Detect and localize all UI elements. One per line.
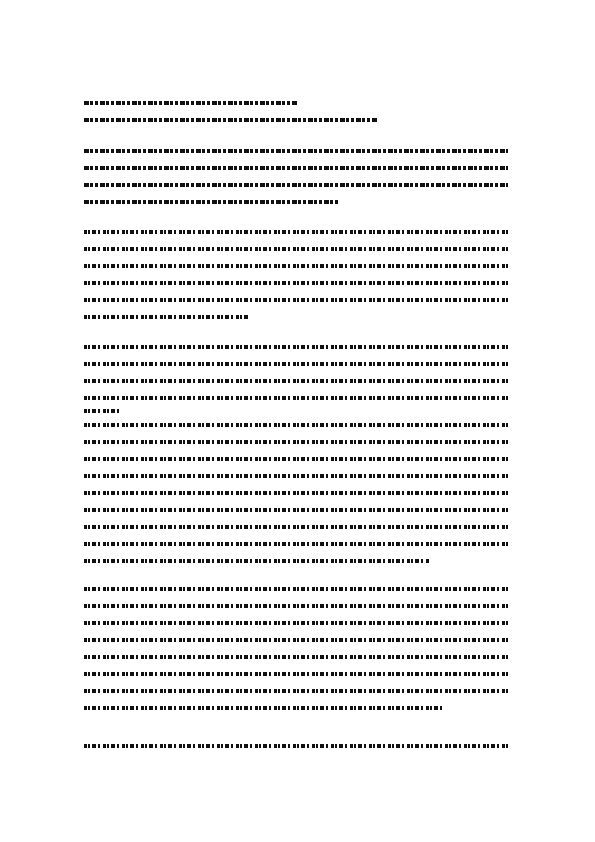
text-line [84, 706, 444, 710]
text-line [84, 423, 508, 427]
text-line [84, 183, 508, 187]
text-line [84, 604, 508, 608]
text-line [84, 491, 508, 495]
header-text-line [84, 101, 298, 105]
text-line [84, 638, 508, 642]
text-line [84, 508, 508, 512]
text-line [84, 379, 508, 383]
text-line [84, 230, 508, 234]
text-line [84, 744, 508, 748]
text-line [84, 362, 508, 366]
text-line [84, 587, 508, 591]
text-line [84, 440, 508, 444]
text-line [84, 315, 250, 319]
text-line [84, 409, 120, 413]
text-line [84, 621, 508, 625]
text-line [84, 281, 508, 285]
text-line [84, 264, 508, 268]
text-line [84, 457, 508, 461]
text-line [84, 655, 508, 659]
text-line [84, 396, 508, 400]
text-line [84, 474, 508, 478]
text-line [84, 149, 508, 153]
text-line [84, 672, 508, 676]
text-line [84, 542, 508, 546]
text-line [84, 298, 508, 302]
text-line [84, 166, 508, 170]
text-line [84, 247, 508, 251]
header-text-line [84, 118, 378, 122]
text-line [84, 200, 340, 204]
text-line [84, 559, 430, 563]
text-line [84, 689, 508, 693]
text-line [84, 525, 508, 529]
text-line [84, 345, 508, 349]
